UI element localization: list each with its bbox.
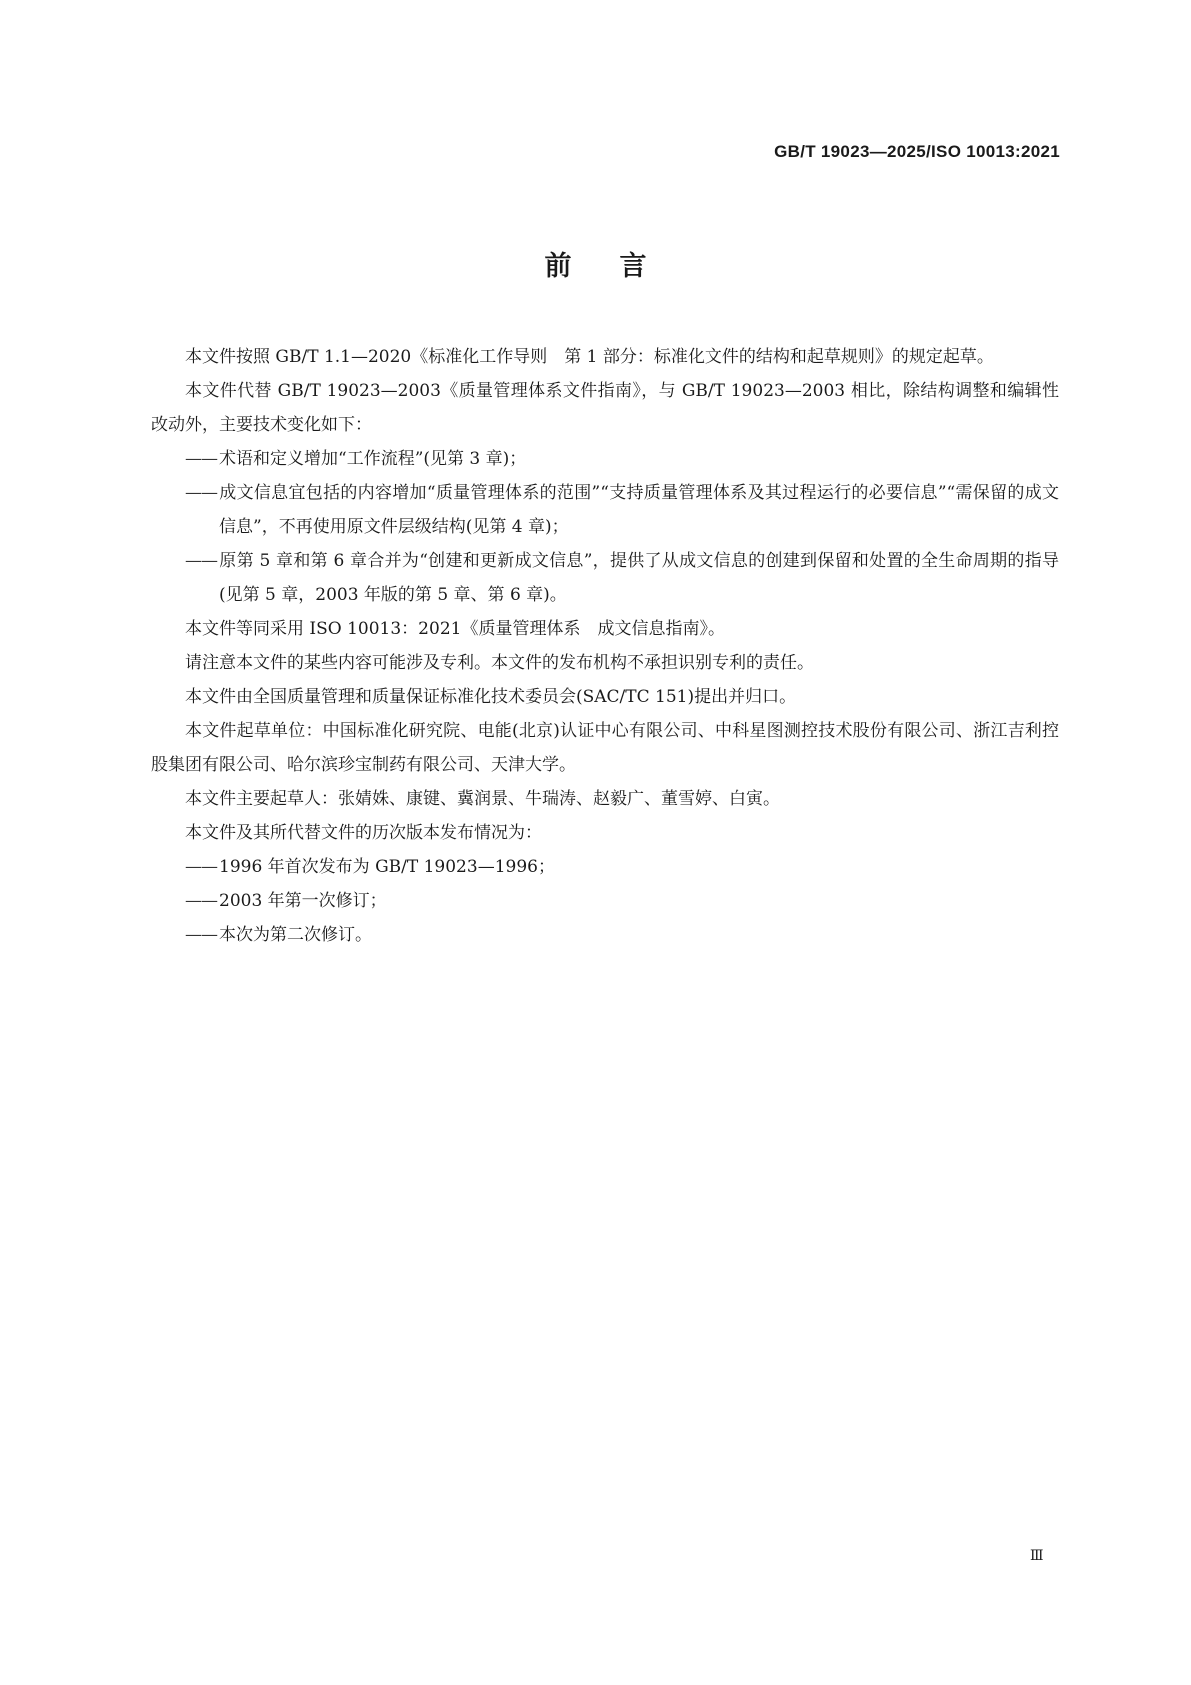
dash-marker: —— [185, 891, 217, 911]
standard-number: GB/T 19023—2025/ISO 10013:2021 [774, 142, 1060, 161]
change-item [151, 476, 1059, 544]
paragraph-replacement: 本文件代替 GB/T 19023—2003《质量管理体系文件指南》，与 GB/T 19023—2003 相比，除结构调整和编辑性改动外，主要技术变化如下： [151, 381, 1059, 435]
dash-marker: —— [185, 925, 217, 945]
paragraph-drafting-units: 本文件起草单位：中国标准化研究院、电能(北京)认证中心有限公司、中科星图测控技术股份有限公司、浙江吉利控股集团有限公司、哈尔滨珍宝制药有限公司、天津大学。 [151, 721, 1059, 775]
dash-marker: —— [185, 551, 217, 571]
dash-marker: —— [185, 857, 217, 877]
page-title: 前言 [544, 251, 695, 282]
change-item-text: 术语和定义增加“工作流程”(见第 3 章)； [219, 449, 527, 469]
paragraph-patent-notice: 请注意本文件的某些内容可能涉及专利。本文件的发布机构不承担识别专利的责任。 [185, 653, 814, 673]
paragraph-drafters: 本文件主要起草人：张婧姝、康键、冀润景、牛瑞涛、赵毅广、董雪婷、白寅。 [185, 789, 780, 809]
change-item-text: 原第 5 章和第 6 章合并为“创建和更新成文信息”，提供了从成文信息的创建到保留和处置的全生命周期的指导(见第 5 章，2003 年版的第 5 章、第 6 章)。 [219, 551, 1059, 605]
history-item-text: 2003 年第一次修订； [219, 891, 387, 911]
change-item [151, 544, 1059, 612]
paragraph-history-intro: 本文件及其所代替文件的历次版本发布情况为： [185, 823, 542, 843]
history-item [151, 884, 1059, 918]
dash-marker: —— [185, 483, 217, 503]
change-item-text: 成文信息宜包括的内容增加“质量管理体系的范围”“支持质量管理体系及其过程运行的必要信息”“需保留的成文信息”，不再使用原文件层级结构(见第 4 章)； [219, 483, 1059, 537]
page-number: Ⅲ [1030, 1548, 1043, 1564]
history-item-text: 本次为第二次修订。 [219, 925, 372, 945]
foreword-body [151, 340, 1059, 952]
change-item [151, 442, 1059, 476]
dash-marker: —— [185, 449, 217, 469]
history-item-text: 1996 年首次发布为 GB/T 19023—1996； [219, 857, 555, 877]
paragraph-drafting-rules: 本文件按照 GB/T 1.1—2020《标准化工作导则 第 1 部分：标准化文件的结构和起草规则》的规定起草。 [185, 347, 994, 367]
history-item [151, 918, 1059, 952]
history-item [151, 850, 1059, 884]
paragraph-iso-adoption: 本文件等同采用 ISO 10013：2021《质量管理体系 成文信息指南》。 [185, 619, 725, 639]
paragraph-committee: 本文件由全国质量管理和质量保证标准化技术委员会(SAC/TC 151)提出并归口。 [185, 687, 797, 707]
